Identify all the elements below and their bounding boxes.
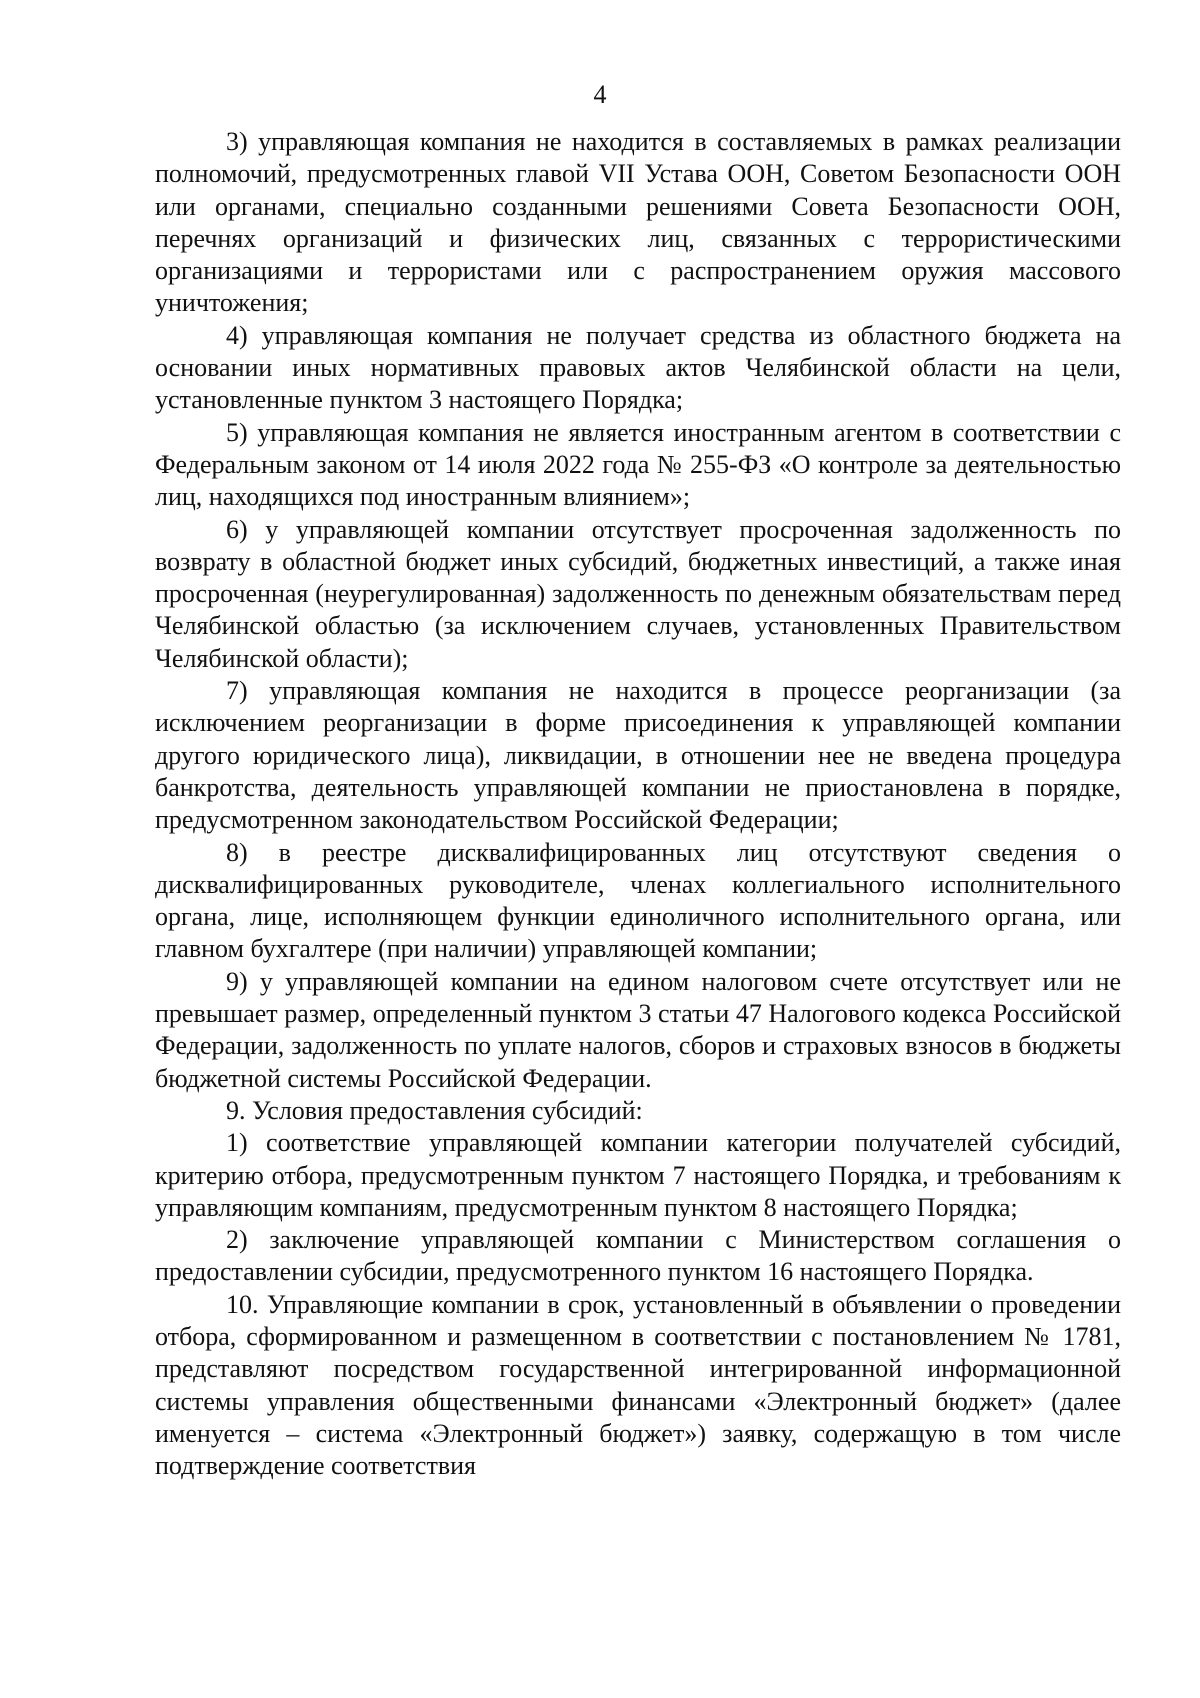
section-10-paragraph: 10. Управляющие компании в срок, установленный в объявлении о проведении отбора, сформированном и размещенном в соответствии с постановлением № 1781, представляют посредством государственной интегрированной информационной системы управления общественными финансами «Электронный бюджет» (далее именуется – система «Электронный бюджет») заявку, содержащую в том числе подтверждение соответствия — [155, 1289, 1121, 1481]
paragraph-item-4: 4) управляющая компания не получает средства из областного бюджета на основании иных нормативных правовых актов Челябинской области на цели, установленные пунктом 3 настоящего Порядка; — [155, 320, 1121, 415]
section-9-heading: 9. Условия предоставления субсидий: — [226, 1095, 643, 1125]
paragraph-item-6: 6) у управляющей компании отсутствует просроченная задолженность по возврату в областной бюджет иных субсидий, бюджетных инвестиций, а также иная просроченная (неурегулированная) задолженность по денежным обязательствам перед Челябинской областью (за исключением случаев, установленных Правительством Челябинской области); — [155, 514, 1121, 673]
paragraph-item-5: 5) управляющая компания не является иностранным агентом в соответствии с Федеральным законом от 14 июля 2022 года № 255-ФЗ «О контроле за деятельностью лиц, находящихся под иностранным влиянием»; — [155, 417, 1121, 512]
paragraph-item-7: 7) управляющая компания не находится в процессе реорганизации (за исключением реорганизации в форме присоединения к управляющей компании другого юридического лица), ликвидации, в отношении нее не введена процедура банкротства, деятельность управляющей компании не приостановлена в порядке, предусмотренном законодательством Российской Федерации; — [155, 676, 1121, 835]
paragraph-item-8: 8) в реестре дисквалифицированных лиц отсутствуют сведения о дисквалифицированных руководителе, членах коллегиального исполнительного органа, лице, исполняющем функции единоличного исполнительного органа, или главном бухгалтере (при наличии) управляющей компании; — [155, 837, 1121, 964]
paragraph-item-3: 3) управляющая компания не находится в составляемых в рамках реализации полномочий, предусмотренных главой VII Устава ООН, Советом Безопасности ООН или органами, специально созданными решениями Совета Безопасности ООН, перечнях организаций и физических лиц, связанных с террористическими организациями и террористами или с распространением оружия массового уничтожения; — [155, 127, 1121, 318]
page-number: 4 — [593, 80, 607, 109]
condition-item-1: 1) соответствие управляющей компании категории получателей субсидий, критерию отбора, предусмотренным пунктом 7 настоящего Порядка, и требованиям к управляющим компаниям, предусмотренным пунктом 8 настоящего Порядка; — [155, 1128, 1121, 1222]
paragraph-item-9: 9) у управляющей компании на едином налоговом счете отсутствует или не превышает размер, определенный пунктом 3 статьи 47 Налогового кодекса Российской Федерации, задолженность по уплате налогов, сборов и страховых взносов в бюджеты бюджетной системы Российской Федерации. — [155, 966, 1121, 1093]
document-body — [155, 126, 1121, 1482]
condition-item-2: 2) заключение управляющей компании с Министерством соглашения о предоставлении субсидии, предусмотренного пунктом 16 настоящего Порядка. — [155, 1225, 1121, 1287]
